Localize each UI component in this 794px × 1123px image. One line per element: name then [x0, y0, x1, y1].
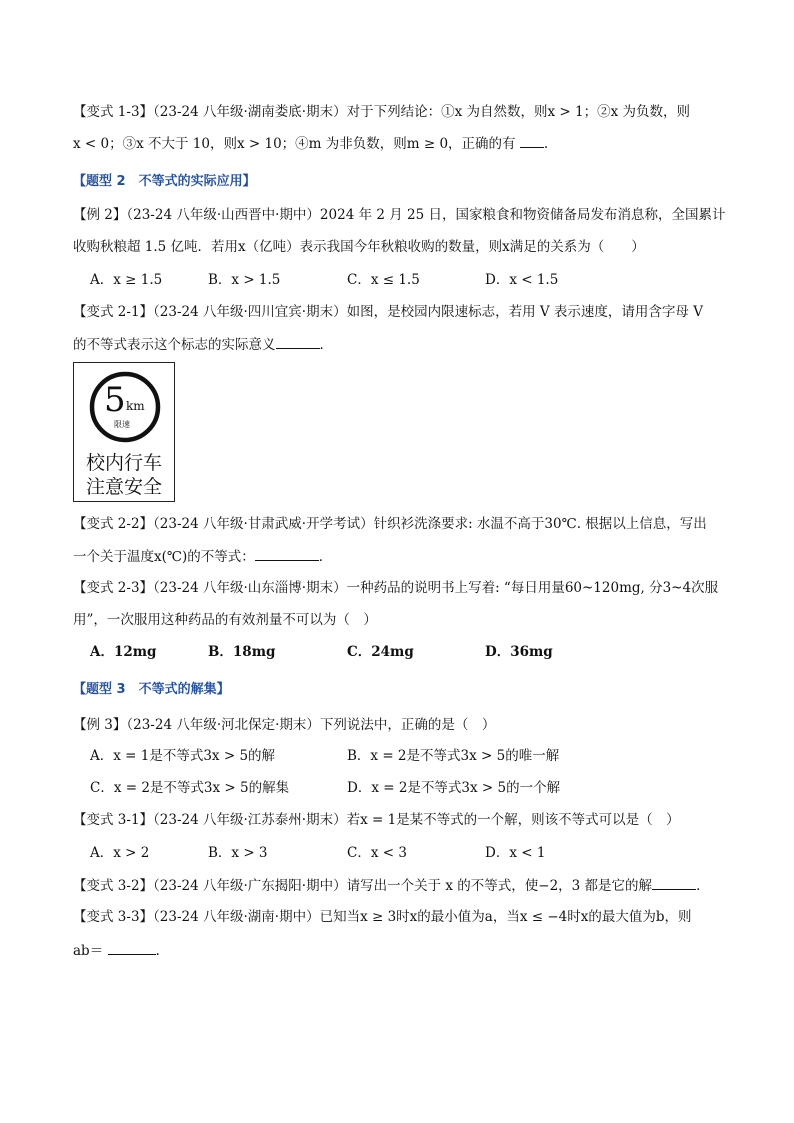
example-2-option-a[interactable]: A．x ≥ 1.5 [90, 272, 163, 288]
period: ． [696, 878, 710, 894]
example-3-line: 【例 3】（23-24 八年级·河北保定·期末）下列说法中，正确的是（ ） [73, 717, 496, 733]
speed-limit-caption: 限速 [114, 420, 130, 429]
example-2-option-b[interactable]: B．x > 1.5 [208, 272, 281, 288]
example-3-option-d[interactable]: D．x = 2是不等式3x > 5的一个解 [347, 780, 561, 796]
question-v3-1-line: 【变式 3-1】（23-24 八年级·江苏泰州·期末）若x = 1是某不等式的一个解，则该不等式可以是（ ） [73, 812, 680, 828]
example-2-line2: 收购秋粮超 1.5 亿吨．若用x（亿吨）表示我国今年秋粮收购的数量，则x满足的关系为（ ） [73, 239, 645, 255]
speed-limit-number: 5 [104, 380, 126, 420]
section-heading-2: 【题型 2 不等式的实际应用】 [73, 174, 256, 189]
question-v1-3-text: x < 0；③x 不大于 10，则x > 10；④m 为非负数，则m ≥ 0，正确的有 [73, 136, 516, 152]
period: ． [318, 549, 333, 565]
section-heading-3: 【题型 3 不等式的解集】 [73, 682, 230, 697]
question-v1-3-line1: 【变式 1-3】（23-24 八年级·湖南娄底·期末）对于下列结论：①x 为自然数，则x > 1；②x 为负数，则 [73, 104, 690, 120]
question-v2-1-line2 [73, 334, 734, 355]
answer-blank[interactable] [520, 133, 544, 148]
question-v3-2-text: 【变式 3-2】（23-24 八年级·广东揭阳·期中）请写出一个关于 x 的不等式，使−2，3 都是它的解 [73, 878, 653, 894]
answer-blank[interactable] [276, 334, 320, 349]
question-v3-3-line1: 【变式 3-3】（23-24 八年级·湖南·期中）已知当x ≥ 3时x的最小值为a，当x ≤ −4时x的最大值为b，则 [73, 909, 692, 925]
question-v2-2-text: 一个关于温度x(℃)的不等式： [73, 549, 255, 565]
sign-text-line1: 校内行车 [85, 452, 162, 474]
question-v3-3-text: ab＝ [73, 943, 104, 959]
question-v3-1-option-d[interactable]: D．x < 1 [485, 845, 546, 861]
question-v2-3-line2: 用”，一次服用这种药品的有效剂量不可以为（ ） [73, 612, 377, 628]
speed-limit-sign-figure [73, 362, 175, 502]
example-2-option-d[interactable]: D．x < 1.5 [485, 272, 559, 288]
question-v1-3-line2 [73, 133, 734, 154]
example-3-option-b[interactable]: B．x = 2是不等式3x > 5的唯一解 [347, 748, 560, 764]
question-v2-2-line2 [73, 546, 734, 567]
example-2-line1: 【例 2】（23-24 八年级·山西晋中·期中）2024 年 2 月 25 日，国家粮食和物资储备局发布消息称，全国累计 [73, 207, 726, 223]
answer-blank[interactable] [108, 940, 156, 955]
example-3-option-a[interactable]: A．x = 1是不等式3x > 5的解 [90, 748, 276, 764]
question-v2-1-line1: 【变式 2-1】（23-24 八年级·四川宜宾·期末）如图，是校园内限速标志，若用 V 表示速度，请用含字母 V [73, 304, 703, 320]
period: . [543, 136, 549, 152]
question-v3-3-line2 [73, 940, 734, 961]
question-v3-1-option-b[interactable]: B．x > 3 [208, 845, 268, 861]
speed-limit-unit: km [126, 399, 145, 413]
example-3-option-c[interactable]: C．x = 2是不等式3x > 5的解集 [90, 780, 290, 796]
question-v2-3-option-b[interactable]: B．18mg [208, 644, 276, 660]
period: ． [319, 337, 333, 353]
question-v3-2-line [73, 875, 734, 896]
answer-blank[interactable] [255, 546, 319, 561]
question-v2-3-option-a[interactable]: A．12mg [90, 644, 157, 660]
question-v2-3-line1: 【变式 2-3】（23-24 八年级·山东淄博·期末）一种药品的说明书上写着: “每日用量60~120mg, 分3~4次服 [73, 580, 719, 596]
question-v2-2-line1: 【变式 2-2】（23-24 八年级·甘肃武威·开学考试）针织衫洗涤要求: 水温不高于30℃. 根据以上信息，写出 [73, 516, 707, 532]
sign-text-line2: 注意安全 [85, 476, 162, 498]
answer-blank[interactable] [652, 875, 696, 890]
question-v2-1-text: 的不等式表示这个标志的实际意义 [73, 337, 276, 353]
question-v3-1-option-c[interactable]: C．x < 3 [347, 845, 407, 861]
example-2-option-c[interactable]: C．x ≤ 1.5 [347, 272, 420, 288]
question-v2-3-option-d[interactable]: D．36mg [485, 644, 553, 660]
period: . [155, 943, 160, 959]
question-v3-1-option-a[interactable]: A．x > 2 [90, 845, 150, 861]
question-v2-3-option-c[interactable]: C．24mg [347, 644, 414, 660]
